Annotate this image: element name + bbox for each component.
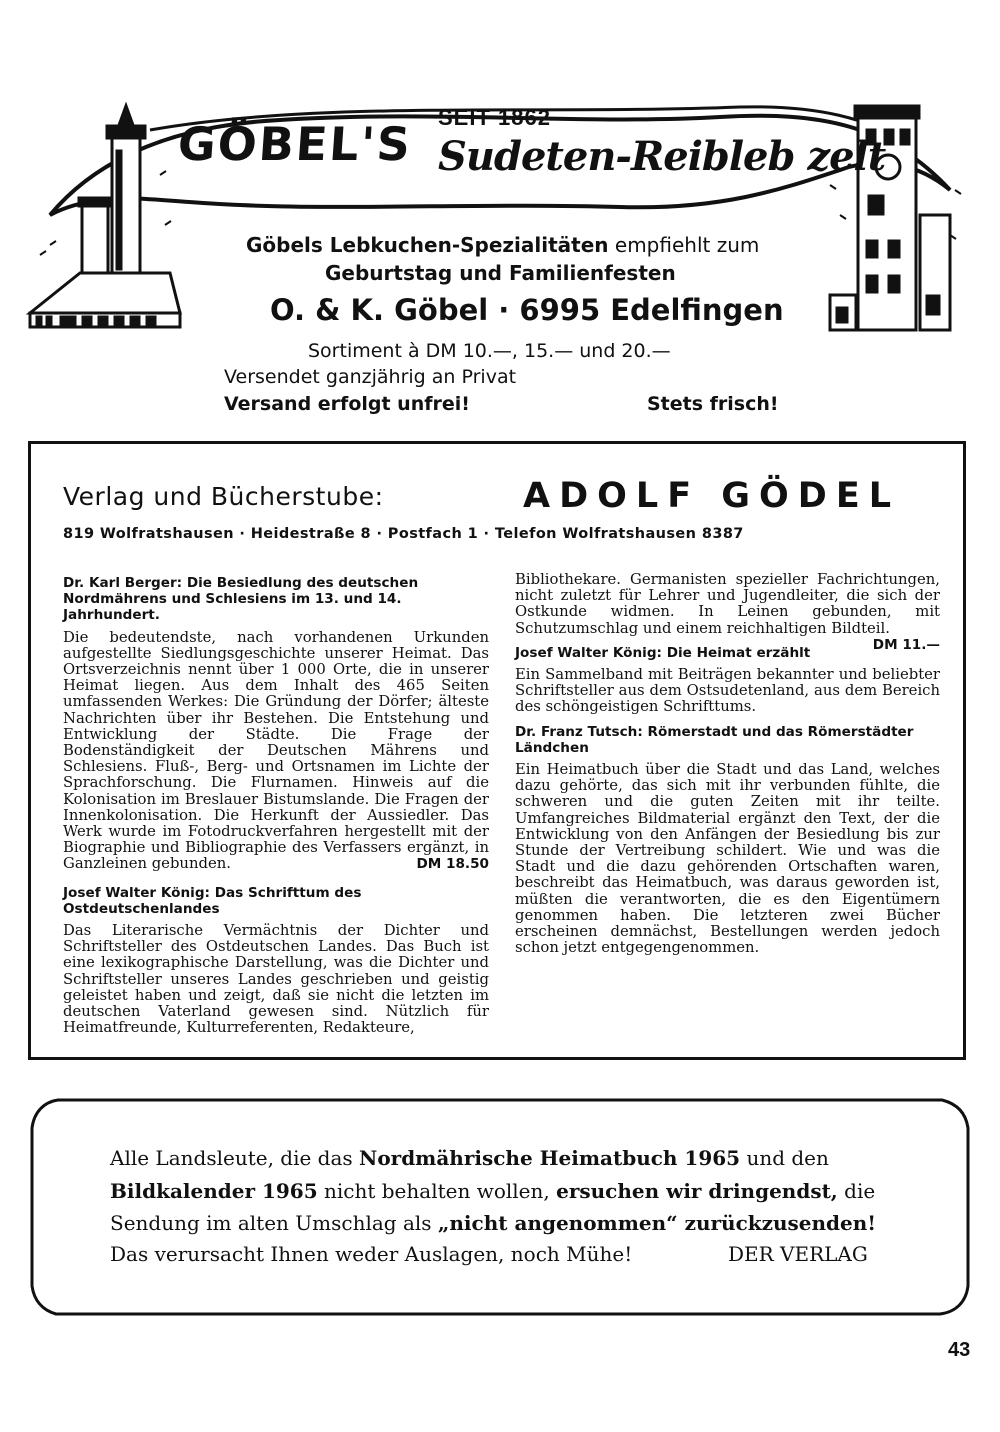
notice-l3-a: Sendung im alten Umschlag als — [110, 1211, 438, 1235]
notice-l1-c: und den — [740, 1146, 829, 1170]
notice-l3-b: „nicht angenommen“ zurückzusenden! — [437, 1211, 877, 1235]
book-title-koenig-schrifttum: Josef Walter König: Das Schrifttum des Ostdeutschenlandes — [63, 884, 362, 917]
ad-line-occasions: Geburtstag und Familienfesten — [325, 261, 676, 285]
publisher-address: 819 Wolfratshausen · Heidestraße 8 · Postfach 1 · Telefon Wolfratshausen 8387 — [63, 526, 744, 542]
notice-frame — [30, 1096, 970, 1318]
since-label: SEIT 1862 — [438, 105, 551, 130]
publisher-name: Verlag und Bücherstube: — [63, 482, 384, 511]
ad-specialties-bold: Göbels Lebkuchen-Spezialitäten — [246, 233, 609, 257]
notice-line-4: Das verursacht Ihnen weder Auslagen, noch Mühe! — [110, 1242, 633, 1266]
book-body-koenig-heimat: Ein Sammelband mit Beiträgen bekannter und beliebter Schriftsteller aus dem Ostsudetenland, aus dem Bereich des schöngeistigen Schrifttums. — [515, 666, 940, 716]
brand-script-text: Sudeten-Reibleb zelt — [438, 133, 886, 180]
left-column — [63, 575, 489, 1036]
goebel-advertisement — [20, 95, 980, 430]
book-text-berger: Die bedeutendste, nach vorhandenen Urkunden aufgestellte Siedlungsgeschichte unserer Heimat. Das Ortsverzeichnis nennt über 1 000 Orte, die in unserer Heimat liegen. Aus dem Inhalt des 465 Seiten umfassenden Werkes: Die Gründung der Dörfer; älteste Nachrichten über ihr Bestehen. Die Entstehung und Entwicklung der Städte. Die Frage der Bodenständigkeit der Deutschen Mährens und Schlesiens. Fluß-, Berg- und Ortsnamen im Lichte der Sprachforschung. Die Flurnamen. Hinweis auf die Kolonisation im Breslauer Bistumslande. Die Fragen der Innenkolonisation. Die Herkunft der Aussiedler. Das Werk wurde im Fotodruckverfahren hergestellt mit der Biographie und Bibliographie des Verfassers ergänzt, in Ganzleinen gebunden. — [63, 628, 489, 873]
publisher-owner: ADOLF GÖDEL — [523, 476, 901, 516]
book-body-berger — [63, 630, 489, 873]
page-number: 43 — [948, 1339, 971, 1361]
book-price-koenig-schrifttum: DM 11.— — [872, 636, 940, 653]
notice-l1-a: Alle Landsleute, die das — [110, 1146, 360, 1170]
ad-line-specialties — [246, 233, 759, 257]
book-title-tutsch: Dr. Franz Tutsch: Römerstadt und das Römerstädter Ländchen — [515, 723, 914, 756]
ad-line-shipping: Versendet ganzjährig an Privat — [224, 366, 517, 388]
notice-line-1 — [110, 1146, 829, 1170]
ad-line-assortment: Sortiment à DM 10.—, 15.— und 20.— — [308, 340, 671, 362]
brand-script-wordmark — [438, 133, 885, 180]
ad-specialties-rest: empfiehlt zum — [608, 233, 760, 257]
ad-line-unfree: Versand erfolgt unfrei! — [224, 393, 470, 415]
book-body-koenig-schrifttum: Das Literarische Vermächtnis der Dichter und Schriftsteller des Ostdeutschen Landes. Das Buch ist eine lexikographische Darstellung, was die Dichter und Schriftsteller unseres Landes geschrieben und geistig geleistet haben und zeigt, daß sie nicht die letzten im deutschen Vaterland gewesen sind. Nützlich für Heimatfreunde, Kulturreferenten, Redakteure, — [63, 922, 489, 1037]
notice-signature: DER VERLAG — [728, 1242, 868, 1266]
ad-line-fresh: Stets frisch! — [647, 393, 779, 415]
brand-wordmark: GÖBEL'S — [176, 117, 414, 171]
book-title-berger: Dr. Karl Berger: Die Besiedlung des deutschen Nordmährens und Schlesiens im 13. und 14. Jahrhundert. — [63, 575, 419, 624]
return-notice — [30, 1096, 970, 1318]
book-text-koenig-schrifttum-cont: Bibliothekare. Germanisten spezieller Fachrichtungen, nicht zuletzt für Lehrer und Jugendleiter, die sich der Ostkunde widmen. In Leinen gebunden, mit Schutzumschlag und einem reichhaltigen Bildteil. — [515, 571, 940, 637]
right-column-content — [515, 572, 940, 964]
notice-l2-d: die — [837, 1179, 876, 1203]
book-price-berger: DM 18.50 — [416, 856, 489, 873]
book-body-tutsch: Ein Heimatbuch über die Stadt und das Land, welches dazu gehörte, das sich mit ihr verbunden fühlte, die schweren und die guten Zeiten mit ihr teilte. Umfangreiches Bildmaterial ergänzt den Text, der die Entwicklung von den Anfängen der Besiedlung bis zur Stunde der Vertreibung schildert. Wie und was die Stadt und die dazu gehörenden Ortschaften waren, beschreibt das Heimatbuch, was daraus geworden ist, müßten die verantworten, die es den Eigentümern genommen haben. Die letzteren zwei Bücher erscheinen demnächst, Bestellungen werden jedoch schon jetzt entgegengenommen. — [515, 761, 940, 957]
notice-l2-b: nicht behalten wollen, — [317, 1179, 557, 1203]
notice-l2-c: ersuchen wir dringendst, — [556, 1179, 838, 1203]
notice-l2-a: Bildkalender 1965 — [110, 1179, 318, 1203]
notice-line-2 — [110, 1179, 875, 1203]
book-title-koenig-heimat: Josef Walter König: Die Heimat erzählt — [515, 644, 811, 661]
notice-line-3 — [110, 1211, 876, 1235]
ad-firm-name: O. & K. Göbel · 6995 Edelfingen — [270, 293, 784, 327]
notice-l1-b: Nordmährische Heimatbuch 1965 — [359, 1146, 741, 1170]
